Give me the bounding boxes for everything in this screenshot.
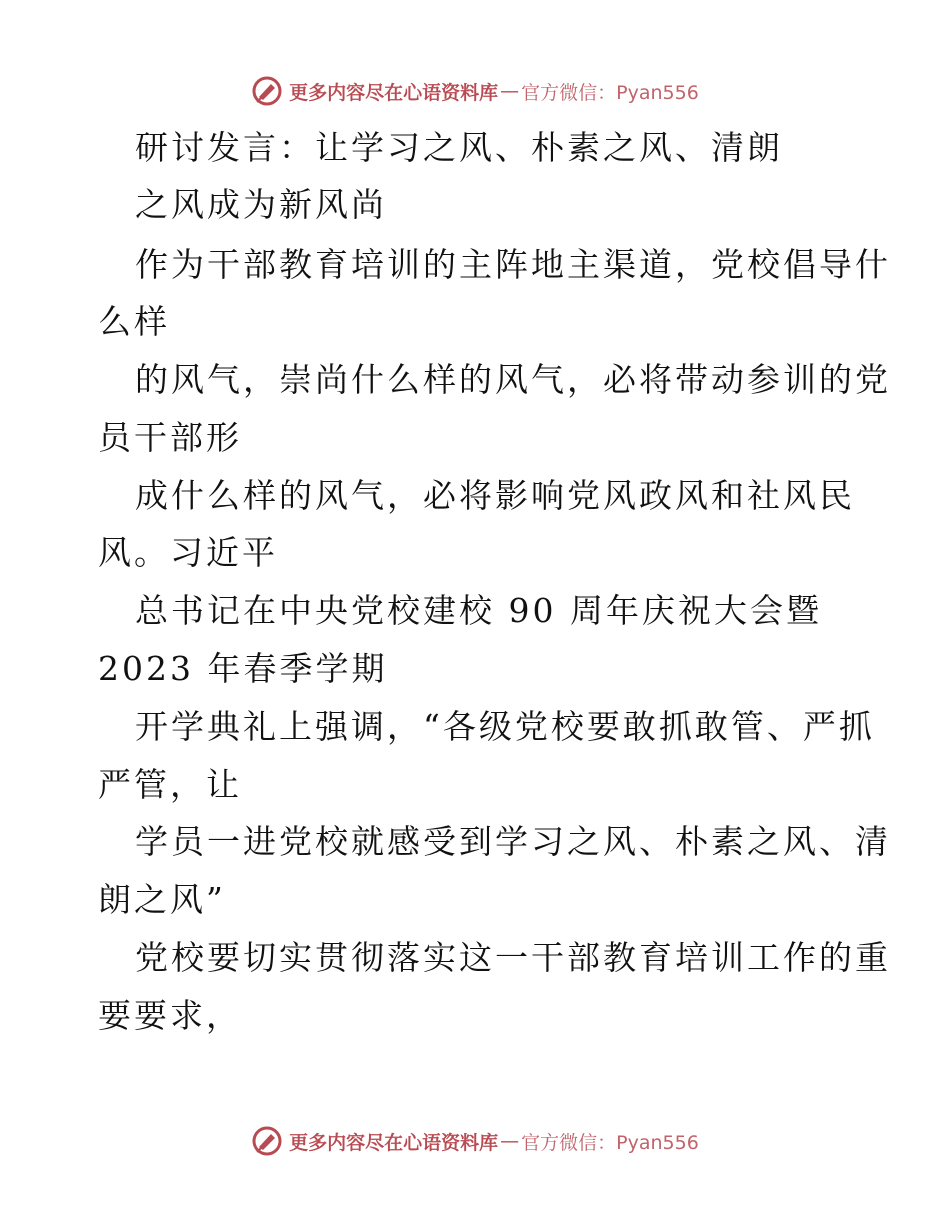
brand-logo-icon [251, 1125, 283, 1157]
footer-banner [0, 1121, 950, 1161]
paragraph-line: 风。习近平 [98, 533, 278, 572]
paragraph-line: 成什么样的风气，必将影响党风政风和社风民 [135, 476, 855, 515]
paragraph-line: 朗之风” [98, 880, 226, 919]
paragraph-line: 的风气，崇尚什么样的风气，必将带动参训的党 [135, 360, 891, 399]
paragraph-line: 总书记在中央党校建校 90 周年庆祝大会暨 [135, 591, 822, 630]
paragraph-line: 开学典礼上强调，“各级党校要敢抓敢管、严抓 [135, 707, 875, 746]
title-line-2: 之风成为新风尚 [135, 185, 387, 224]
brand-logo-icon [251, 75, 283, 107]
paragraph-line: 要要求， [98, 996, 242, 1035]
paragraph-line: 党校要切实贯彻落实这一干部教育培训工作的重 [135, 938, 891, 977]
banner-text: 更多内容尽在心语资料库 [289, 1131, 499, 1154]
banner-contact: 官方微信：Pyan556 [521, 1131, 699, 1154]
header-banner [0, 71, 950, 111]
paragraph-line: 2023 年春季学期 [98, 649, 388, 688]
banner-dash: — [500, 80, 520, 102]
banner-text: 更多内容尽在心语资料库 [289, 81, 499, 104]
paragraph-line: 学员一进党校就感受到学习之风、朴素之风、清 [135, 822, 891, 861]
banner-contact: 官方微信：Pyan556 [521, 81, 699, 104]
title-line-1: 研讨发言：让学习之风、朴素之风、清朗 [135, 128, 783, 167]
banner-dash: — [500, 1130, 520, 1152]
paragraph-line: 么样 [98, 302, 170, 341]
paragraph-line: 作为干部教育培训的主阵地主渠道，党校倡导什 [135, 245, 891, 284]
paragraph-line: 严管，让 [98, 765, 242, 804]
paragraph-line: 员干部形 [98, 418, 242, 457]
